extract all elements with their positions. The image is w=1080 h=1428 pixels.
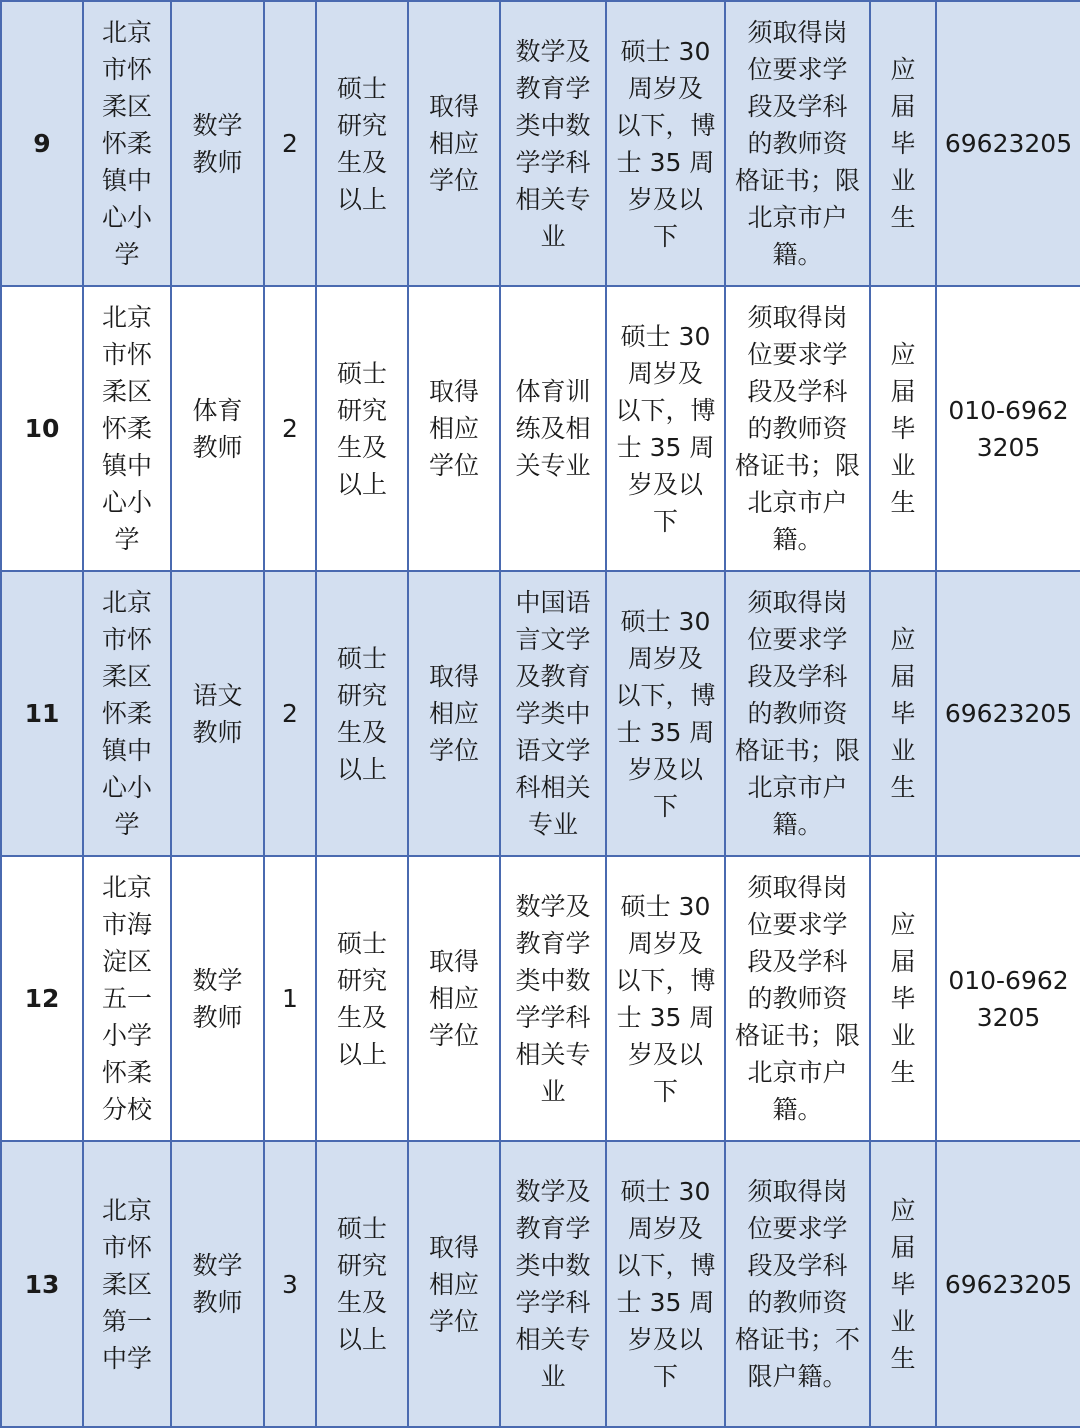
school-text: 北京 市怀 柔区 怀柔 镇中 心小 学	[101, 588, 152, 839]
cell-school	[83, 571, 171, 856]
degree-text: 取得 相应 学位	[428, 662, 479, 765]
cell-count	[264, 571, 316, 856]
cell-school	[83, 286, 171, 571]
count-text: 2	[282, 129, 298, 158]
target-text: 应 届 毕 业 生	[890, 625, 916, 802]
school-text: 北京 市怀 柔区 怀柔 镇中 心小 学	[101, 303, 152, 554]
cell-position	[171, 286, 264, 571]
education-text: 硕士 研究 生及 以上	[336, 1214, 387, 1354]
count-text: 2	[282, 414, 298, 443]
position-text: 数学 教师	[192, 965, 243, 1032]
education-text: 硕士 研究 生及 以上	[336, 643, 387, 784]
cell-degree	[408, 571, 500, 856]
age-text: 硕士 30 周岁及 以下，博 士 35 周 岁及以 下	[615, 36, 716, 251]
cell-requirement	[725, 1141, 870, 1427]
number-text: 10	[24, 414, 60, 443]
cell-target	[870, 286, 936, 571]
table-row	[1, 1, 1080, 286]
count-text: 2	[282, 699, 298, 728]
target-text: 应 届 毕 业 生	[890, 910, 916, 1087]
cell-school	[83, 1, 171, 286]
school-text: 北京 市海 淀区 五一 小学 怀柔 分校	[101, 873, 152, 1124]
target-text: 应 届 毕 业 生	[890, 55, 916, 232]
cell-age	[606, 286, 725, 571]
position-text: 数学 教师	[192, 1251, 243, 1317]
cell-phone	[936, 856, 1080, 1141]
cell-count	[264, 286, 316, 571]
count-text: 3	[282, 1269, 298, 1299]
cell-major	[500, 1, 606, 286]
requirement-text: 须取得岗 位要求学 段及学科 的教师资 格证书；限 北京市户 籍。	[734, 873, 860, 1124]
cell-phone	[936, 1, 1080, 286]
cell-position	[171, 1141, 264, 1427]
major-text: 数学及 教育学 类中数 学学科 相关专 业	[515, 891, 591, 1106]
requirement-text: 须取得岗 位要求学 段及学科 的教师资 格证书；限 北京市户 籍。	[734, 303, 860, 554]
cell-target	[870, 1, 936, 286]
age-text: 硕士 30 周岁及 以下，博 士 35 周 岁及以 下	[615, 1177, 716, 1391]
phone-text: 010-6962 3205	[948, 965, 1069, 1032]
degree-text: 取得 相应 学位	[428, 377, 479, 480]
cell-school	[83, 1141, 171, 1427]
education-text: 硕士 研究 生及 以上	[336, 358, 387, 499]
cell-count	[264, 1, 316, 286]
education-text: 硕士 研究 生及 以上	[336, 928, 387, 1069]
cell-school	[83, 856, 171, 1141]
cell-position	[171, 856, 264, 1141]
table-row	[1, 571, 1080, 856]
requirement-text: 须取得岗 位要求学 段及学科 的教师资 格证书；限 北京市户 籍。	[734, 588, 860, 839]
count-text: 1	[282, 984, 298, 1013]
phone-text: 69623205	[944, 1269, 1073, 1299]
requirement-text: 须取得岗 位要求学 段及学科 的教师资 格证书；限 北京市户 籍。	[734, 18, 860, 269]
degree-text: 取得 相应 学位	[428, 92, 479, 195]
cell-requirement	[725, 1, 870, 286]
cell-major	[500, 286, 606, 571]
cell-education	[316, 1, 408, 286]
major-text: 数学及 教育学 类中数 学学科 相关专 业	[515, 36, 591, 251]
number-text: 11	[24, 699, 60, 728]
cell-education	[316, 286, 408, 571]
cell-major	[500, 1141, 606, 1427]
requirement-text: 须取得岗 位要求学 段及学科 的教师资 格证书；不 限户籍。	[734, 1177, 860, 1391]
age-text: 硕士 30 周岁及 以下，博 士 35 周 岁及以 下	[615, 321, 716, 536]
cell-target	[870, 1141, 936, 1427]
cell-target	[870, 571, 936, 856]
number-text: 12	[24, 984, 60, 1013]
cell-number	[1, 1, 83, 286]
cell-major	[500, 571, 606, 856]
cell-number	[1, 1141, 83, 1427]
cell-requirement	[725, 571, 870, 856]
cell-age	[606, 1141, 725, 1427]
cell-number	[1, 571, 83, 856]
cell-position	[171, 1, 264, 286]
cell-degree	[408, 856, 500, 1141]
cell-count	[264, 1141, 316, 1427]
cell-degree	[408, 1, 500, 286]
cell-phone	[936, 571, 1080, 856]
cell-number	[1, 286, 83, 571]
cell-major	[500, 856, 606, 1141]
cell-degree	[408, 286, 500, 571]
table-row	[1, 1141, 1080, 1427]
target-text: 应 届 毕 业 生	[890, 340, 916, 517]
cell-age	[606, 1, 725, 286]
cell-phone	[936, 1141, 1080, 1427]
cell-age	[606, 571, 725, 856]
cell-education	[316, 856, 408, 1141]
cell-target	[870, 856, 936, 1141]
cell-count	[264, 856, 316, 1141]
cell-number	[1, 856, 83, 1141]
position-text: 体育 教师	[192, 395, 243, 462]
phone-text: 010-6962 3205	[948, 395, 1069, 462]
age-text: 硕士 30 周岁及 以下，博 士 35 周 岁及以 下	[615, 891, 716, 1106]
degree-text: 取得 相应 学位	[428, 947, 479, 1050]
position-text: 数学 教师	[192, 110, 243, 177]
school-text: 北京 市怀 柔区 第一 中学	[101, 1195, 152, 1373]
education-text: 硕士 研究 生及 以上	[336, 73, 387, 214]
age-text: 硕士 30 周岁及 以下，博 士 35 周 岁及以 下	[615, 606, 716, 821]
cell-education	[316, 571, 408, 856]
cell-position	[171, 571, 264, 856]
major-text: 数学及 教育学 类中数 学学科 相关专 业	[515, 1177, 591, 1391]
cell-phone	[936, 286, 1080, 571]
cell-education	[316, 1141, 408, 1427]
cell-requirement	[725, 286, 870, 571]
major-text: 中国语 言文学 及教育 学类中 语文学 科相关 专业	[515, 588, 591, 839]
major-text: 体育训 练及相 关专业	[515, 377, 591, 480]
table-row	[1, 856, 1080, 1141]
number-text: 13	[24, 1269, 60, 1299]
target-text: 应 届 毕 业 生	[890, 1195, 916, 1373]
position-text: 语文 教师	[192, 680, 243, 747]
phone-text: 69623205	[944, 699, 1073, 728]
cell-requirement	[725, 856, 870, 1141]
cell-age	[606, 856, 725, 1141]
phone-text: 69623205	[944, 129, 1073, 158]
table-row	[1, 286, 1080, 571]
cell-degree	[408, 1141, 500, 1427]
school-text: 北京 市怀 柔区 怀柔 镇中 心小 学	[101, 18, 152, 269]
degree-text: 取得 相应 学位	[428, 1232, 479, 1336]
number-text: 9	[33, 129, 51, 158]
